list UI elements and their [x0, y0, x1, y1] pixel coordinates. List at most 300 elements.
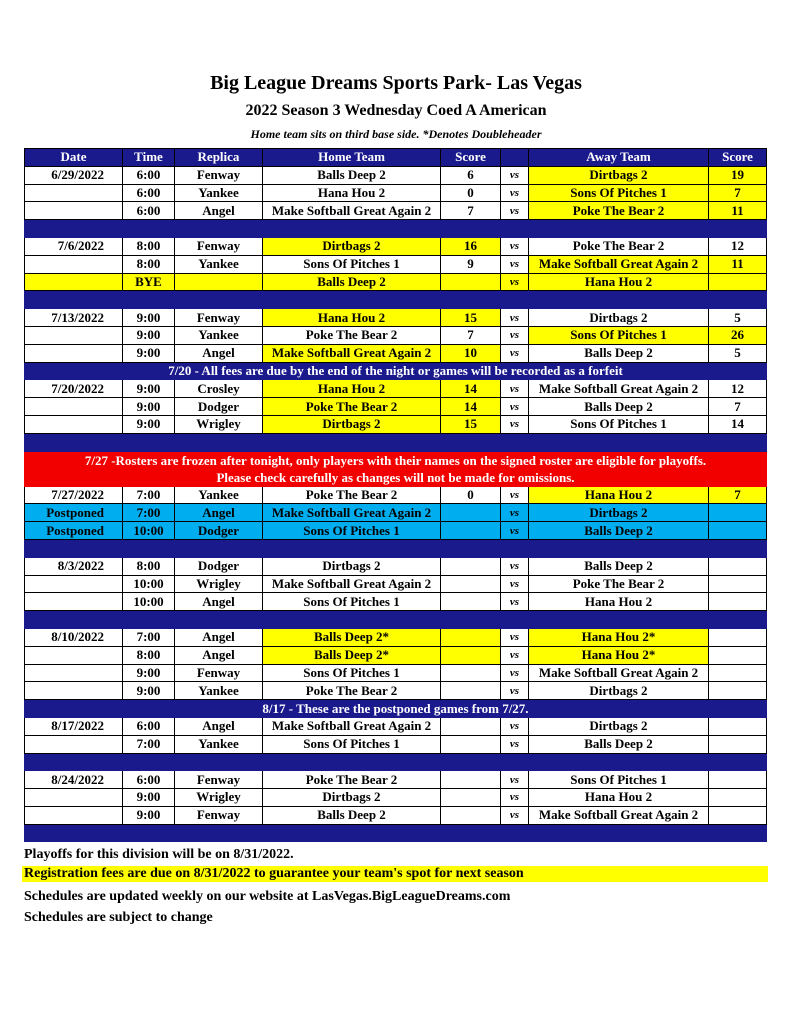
- field-cell: Fenway: [175, 237, 263, 255]
- home-score-cell: [441, 682, 501, 700]
- date-cell: [25, 255, 123, 273]
- date-cell: [25, 344, 123, 362]
- vs-cell: vs: [501, 735, 529, 753]
- game-row: [25, 309, 767, 327]
- field-cell: Angel: [175, 628, 263, 646]
- home-team-cell: Dirtbags 2: [263, 415, 441, 433]
- home-team-cell: Poke The Bear 2: [263, 398, 441, 416]
- date-cell: [25, 398, 123, 416]
- header-replica: Replica: [175, 149, 263, 167]
- away-score-cell: [709, 806, 767, 824]
- home-team-cell: Sons Of Pitches 1: [263, 735, 441, 753]
- game-row: [25, 717, 767, 735]
- field-cell: Wrigley: [175, 789, 263, 807]
- home-team-cell: Poke The Bear 2: [263, 486, 441, 504]
- game-row: [25, 735, 767, 753]
- vs-cell: vs: [501, 522, 529, 540]
- home-score-cell: [441, 628, 501, 646]
- separator-cell: [123, 291, 175, 309]
- home-team-cell: Balls Deep 2: [263, 273, 441, 291]
- vs-cell: vs: [501, 237, 529, 255]
- home-team-cell: Make Softball Great Again 2: [263, 575, 441, 593]
- field-cell: Fenway: [175, 309, 263, 327]
- home-score-cell: 14: [441, 380, 501, 398]
- separator-cell: [709, 753, 767, 771]
- vs-cell: vs: [501, 717, 529, 735]
- notice-text-line2: Please check carefully as changes will not be made for omissions.: [216, 469, 575, 485]
- separator-cell: [441, 539, 501, 557]
- away-score-cell: 7: [709, 184, 767, 202]
- home-score-cell: 0: [441, 184, 501, 202]
- separator-cell: [263, 220, 441, 238]
- date-cell: [25, 326, 123, 344]
- vs-cell: vs: [501, 664, 529, 682]
- playoffs-note: Playoffs for this division will be on 8/31/2022.: [24, 847, 294, 862]
- home-team-cell: Dirtbags 2: [263, 789, 441, 807]
- date-cell: 7/13/2022: [25, 309, 123, 327]
- game-row: [25, 628, 767, 646]
- game-row: [25, 326, 767, 344]
- away-team-cell: Sons Of Pitches 1: [529, 326, 709, 344]
- separator-cell: [441, 291, 501, 309]
- away-score-cell: [709, 735, 767, 753]
- home-score-cell: 0: [441, 486, 501, 504]
- game-row: [25, 575, 767, 593]
- home-team-cell: Sons Of Pitches 1: [263, 593, 441, 611]
- time-cell: 6:00: [123, 771, 175, 789]
- separator-cell: [175, 611, 263, 629]
- home-team-cell: Make Softball Great Again 2: [263, 717, 441, 735]
- time-cell: 7:00: [123, 735, 175, 753]
- separator-cell: [501, 824, 529, 842]
- home-score-cell: [441, 646, 501, 664]
- home-score-cell: 9: [441, 255, 501, 273]
- separator-cell: [709, 539, 767, 557]
- separator-cell: [25, 611, 123, 629]
- away-team-cell: Hana Hou 2: [529, 789, 709, 807]
- separator-cell: [501, 433, 529, 451]
- game-row: [25, 237, 767, 255]
- home-team-cell: Balls Deep 2: [263, 166, 441, 184]
- schedule-table: [24, 148, 767, 842]
- separator-row: [25, 291, 767, 309]
- away-team-cell: Make Softball Great Again 2: [529, 664, 709, 682]
- date-cell: [25, 735, 123, 753]
- separator-cell: [529, 753, 709, 771]
- away-team-cell: Dirtbags 2: [529, 309, 709, 327]
- vs-cell: vs: [501, 415, 529, 433]
- field-cell: Yankee: [175, 184, 263, 202]
- vs-cell: vs: [501, 273, 529, 291]
- separator-cell: [501, 220, 529, 238]
- date-cell: [25, 593, 123, 611]
- away-team-cell: Dirtbags 2: [529, 504, 709, 522]
- away-score-cell: 11: [709, 255, 767, 273]
- separator-cell: [175, 539, 263, 557]
- away-score-cell: [709, 557, 767, 575]
- separator-cell: [441, 433, 501, 451]
- away-team-cell: Balls Deep 2: [529, 522, 709, 540]
- vs-cell: vs: [501, 646, 529, 664]
- away-score-cell: 12: [709, 380, 767, 398]
- vs-cell: vs: [501, 593, 529, 611]
- away-team-cell: Make Softball Great Again 2: [529, 806, 709, 824]
- home-score-cell: [441, 771, 501, 789]
- notice-cell: [25, 451, 767, 486]
- vs-cell: vs: [501, 682, 529, 700]
- game-row: [25, 202, 767, 220]
- field-cell: Yankee: [175, 682, 263, 700]
- separator-cell: [441, 611, 501, 629]
- schedule-note: Home team sits on third base side. *Denotes Doubleheader: [250, 127, 542, 141]
- away-team-cell: Make Softball Great Again 2: [529, 255, 709, 273]
- field-cell: [175, 273, 263, 291]
- separator-cell: [123, 539, 175, 557]
- home-score-cell: 16: [441, 237, 501, 255]
- field-cell: Yankee: [175, 735, 263, 753]
- separator-cell: [501, 753, 529, 771]
- home-team-cell: Hana Hou 2: [263, 184, 441, 202]
- separator-cell: [263, 539, 441, 557]
- away-team-cell: Sons Of Pitches 1: [529, 771, 709, 789]
- away-team-cell: Balls Deep 2: [529, 398, 709, 416]
- time-cell: 6:00: [123, 717, 175, 735]
- away-score-cell: 5: [709, 309, 767, 327]
- home-score-cell: [441, 273, 501, 291]
- vs-cell: vs: [501, 344, 529, 362]
- separator-cell: [25, 824, 123, 842]
- separator-cell: [175, 753, 263, 771]
- time-cell: 7:00: [123, 486, 175, 504]
- postponed-game-row: [25, 522, 767, 540]
- home-team-cell: Dirtbags 2: [263, 237, 441, 255]
- separator-cell: [175, 220, 263, 238]
- home-team-cell: Balls Deep 2*: [263, 628, 441, 646]
- date-cell: [25, 184, 123, 202]
- field-cell: Angel: [175, 504, 263, 522]
- away-score-cell: 5: [709, 344, 767, 362]
- time-cell: 8:00: [123, 646, 175, 664]
- home-score-cell: [441, 593, 501, 611]
- vs-cell: vs: [501, 398, 529, 416]
- away-score-cell: [709, 273, 767, 291]
- separator-cell: [501, 611, 529, 629]
- away-score-cell: [709, 664, 767, 682]
- game-row: [25, 344, 767, 362]
- game-row: [25, 593, 767, 611]
- date-cell: 7/6/2022: [25, 237, 123, 255]
- away-team-cell: Hana Hou 2: [529, 486, 709, 504]
- time-cell: 7:00: [123, 504, 175, 522]
- field-cell: Fenway: [175, 771, 263, 789]
- field-cell: Dodger: [175, 522, 263, 540]
- vs-cell: vs: [501, 806, 529, 824]
- time-cell: 10:00: [123, 575, 175, 593]
- home-score-cell: [441, 522, 501, 540]
- home-score-cell: 7: [441, 326, 501, 344]
- away-team-cell: Sons Of Pitches 1: [529, 184, 709, 202]
- home-score-cell: [441, 575, 501, 593]
- vs-cell: vs: [501, 255, 529, 273]
- vs-cell: vs: [501, 326, 529, 344]
- field-cell: Fenway: [175, 806, 263, 824]
- game-row: [25, 415, 767, 433]
- field-cell: Dodger: [175, 398, 263, 416]
- away-score-cell: 12: [709, 237, 767, 255]
- home-team-cell: Make Softball Great Again 2: [263, 344, 441, 362]
- home-score-cell: 6: [441, 166, 501, 184]
- field-cell: Yankee: [175, 326, 263, 344]
- field-cell: Fenway: [175, 664, 263, 682]
- vs-cell: vs: [501, 504, 529, 522]
- time-cell: 9:00: [123, 682, 175, 700]
- separator-cell: [175, 291, 263, 309]
- header-vs: [501, 149, 529, 167]
- home-score-cell: [441, 557, 501, 575]
- game-row: [25, 806, 767, 824]
- home-team-cell: Hana Hou 2: [263, 309, 441, 327]
- vs-cell: vs: [501, 789, 529, 807]
- header-date: Date: [25, 149, 123, 167]
- separator-cell: [501, 291, 529, 309]
- separator-cell: [529, 539, 709, 557]
- home-team-cell: Balls Deep 2*: [263, 646, 441, 664]
- date-cell: 7/20/2022: [25, 380, 123, 398]
- date-cell: [25, 273, 123, 291]
- separator-cell: [263, 753, 441, 771]
- separator-row: [25, 753, 767, 771]
- field-cell: Crosley: [175, 380, 263, 398]
- away-score-cell: 11: [709, 202, 767, 220]
- away-score-cell: [709, 522, 767, 540]
- date-cell: 8/24/2022: [25, 771, 123, 789]
- home-score-cell: [441, 806, 501, 824]
- time-cell: 7:00: [123, 628, 175, 646]
- vs-cell: vs: [501, 166, 529, 184]
- home-score-cell: 15: [441, 309, 501, 327]
- time-cell: 9:00: [123, 309, 175, 327]
- field-cell: Dodger: [175, 557, 263, 575]
- notice-text: 8/17 - These are the postponed games from 7/27.: [262, 700, 529, 716]
- game-row: [25, 255, 767, 273]
- away-team-cell: Dirtbags 2: [529, 682, 709, 700]
- game-row: [25, 646, 767, 664]
- date-cell: [25, 575, 123, 593]
- separator-cell: [529, 220, 709, 238]
- field-cell: Wrigley: [175, 575, 263, 593]
- vs-cell: vs: [501, 486, 529, 504]
- separator-cell: [529, 433, 709, 451]
- time-cell: 8:00: [123, 255, 175, 273]
- away-team-cell: Hana Hou 2: [529, 273, 709, 291]
- vs-cell: vs: [501, 202, 529, 220]
- separator-cell: [25, 291, 123, 309]
- notice-row: [25, 700, 767, 718]
- date-cell: [25, 806, 123, 824]
- away-score-cell: 7: [709, 486, 767, 504]
- away-score-cell: [709, 771, 767, 789]
- game-row: [25, 771, 767, 789]
- separator-cell: [263, 433, 441, 451]
- home-score-cell: [441, 664, 501, 682]
- field-cell: Yankee: [175, 255, 263, 273]
- date-cell: [25, 664, 123, 682]
- date-cell: 8/17/2022: [25, 717, 123, 735]
- away-score-cell: [709, 646, 767, 664]
- away-team-cell: Poke The Bear 2: [529, 202, 709, 220]
- time-cell: BYE: [123, 273, 175, 291]
- game-row: [25, 682, 767, 700]
- separator-cell: [123, 824, 175, 842]
- separator-cell: [709, 433, 767, 451]
- time-cell: 6:00: [123, 184, 175, 202]
- date-cell: Postponed: [25, 504, 123, 522]
- separator-row: [25, 824, 767, 842]
- away-team-cell: Hana Hou 2*: [529, 646, 709, 664]
- game-row: [25, 398, 767, 416]
- time-cell: 9:00: [123, 344, 175, 362]
- field-cell: Angel: [175, 344, 263, 362]
- home-team-cell: Hana Hou 2: [263, 380, 441, 398]
- away-score-cell: [709, 575, 767, 593]
- away-team-cell: Balls Deep 2: [529, 735, 709, 753]
- away-score-cell: [709, 789, 767, 807]
- vs-cell: vs: [501, 557, 529, 575]
- separator-cell: [441, 753, 501, 771]
- time-cell: 8:00: [123, 237, 175, 255]
- separator-cell: [709, 291, 767, 309]
- away-score-cell: [709, 682, 767, 700]
- separator-cell: [529, 291, 709, 309]
- home-team-cell: Sons Of Pitches 1: [263, 522, 441, 540]
- away-score-cell: [709, 717, 767, 735]
- separator-cell: [709, 220, 767, 238]
- away-team-cell: Balls Deep 2: [529, 557, 709, 575]
- home-team-cell: Poke The Bear 2: [263, 771, 441, 789]
- away-team-cell: Dirtbags 2: [529, 166, 709, 184]
- home-score-cell: 7: [441, 202, 501, 220]
- separator-cell: [709, 611, 767, 629]
- date-cell: 8/3/2022: [25, 557, 123, 575]
- home-score-cell: [441, 789, 501, 807]
- date-cell: 7/27/2022: [25, 486, 123, 504]
- separator-cell: [441, 220, 501, 238]
- notice-row: [25, 451, 767, 486]
- away-score-cell: 19: [709, 166, 767, 184]
- away-score-cell: 7: [709, 398, 767, 416]
- date-cell: [25, 789, 123, 807]
- separator-cell: [25, 220, 123, 238]
- postponed-game-row: [25, 504, 767, 522]
- time-cell: 9:00: [123, 380, 175, 398]
- home-score-cell: 10: [441, 344, 501, 362]
- vs-cell: vs: [501, 380, 529, 398]
- home-score-cell: 15: [441, 415, 501, 433]
- game-row: [25, 789, 767, 807]
- away-team-cell: Poke The Bear 2: [529, 237, 709, 255]
- date-cell: Postponed: [25, 522, 123, 540]
- header-home-score: Score: [441, 149, 501, 167]
- page-title: Big League Dreams Sports Park- Las Vegas: [210, 72, 582, 94]
- field-cell: Angel: [175, 646, 263, 664]
- date-cell: 8/10/2022: [25, 628, 123, 646]
- vs-cell: vs: [501, 184, 529, 202]
- header-time: Time: [123, 149, 175, 167]
- separator-cell: [123, 753, 175, 771]
- notice-row: [25, 362, 767, 380]
- separator-cell: [25, 753, 123, 771]
- home-score-cell: [441, 735, 501, 753]
- game-row: [25, 486, 767, 504]
- date-cell: [25, 646, 123, 664]
- field-cell: Angel: [175, 593, 263, 611]
- date-cell: 6/29/2022: [25, 166, 123, 184]
- separator-cell: [263, 824, 441, 842]
- time-cell: 9:00: [123, 415, 175, 433]
- separator-cell: [501, 539, 529, 557]
- away-team-cell: Hana Hou 2: [529, 593, 709, 611]
- separator-cell: [175, 433, 263, 451]
- separator-cell: [123, 433, 175, 451]
- game-row: [25, 664, 767, 682]
- website-note: Schedules are updated weekly on our website at LasVegas.BigLeagueDreams.com: [24, 889, 511, 904]
- field-cell: Angel: [175, 717, 263, 735]
- header-away-score: Score: [709, 149, 767, 167]
- home-team-cell: Poke The Bear 2: [263, 326, 441, 344]
- time-cell: 6:00: [123, 166, 175, 184]
- field-cell: Angel: [175, 202, 263, 220]
- game-row: [25, 166, 767, 184]
- game-row: [25, 557, 767, 575]
- notice-cell: [25, 362, 767, 380]
- field-cell: Wrigley: [175, 415, 263, 433]
- time-cell: 9:00: [123, 664, 175, 682]
- vs-cell: vs: [501, 628, 529, 646]
- separator-row: [25, 611, 767, 629]
- date-cell: [25, 202, 123, 220]
- away-score-cell: 14: [709, 415, 767, 433]
- separator-cell: [25, 539, 123, 557]
- separator-cell: [529, 611, 709, 629]
- time-cell: 10:00: [123, 522, 175, 540]
- separator-cell: [123, 220, 175, 238]
- away-team-cell: Poke The Bear 2: [529, 575, 709, 593]
- game-row: [25, 380, 767, 398]
- separator-row: [25, 539, 767, 557]
- separator-cell: [709, 824, 767, 842]
- away-team-cell: Sons Of Pitches 1: [529, 415, 709, 433]
- time-cell: 6:00: [123, 202, 175, 220]
- registration-note: Registration fees are due on 8/31/2022 to guarantee your team's spot for next season: [22, 866, 768, 882]
- away-score-cell: [709, 593, 767, 611]
- game-row: [25, 184, 767, 202]
- separator-row: [25, 433, 767, 451]
- time-cell: 9:00: [123, 326, 175, 344]
- home-team-cell: Dirtbags 2: [263, 557, 441, 575]
- away-score-cell: [709, 504, 767, 522]
- away-team-cell: Make Softball Great Again 2: [529, 380, 709, 398]
- home-team-cell: Sons Of Pitches 1: [263, 664, 441, 682]
- away-team-cell: Balls Deep 2: [529, 344, 709, 362]
- time-cell: 10:00: [123, 593, 175, 611]
- time-cell: 9:00: [123, 806, 175, 824]
- separator-row: [25, 220, 767, 238]
- home-team-cell: Balls Deep 2: [263, 806, 441, 824]
- away-team-cell: Dirtbags 2: [529, 717, 709, 735]
- home-team-cell: Poke The Bear 2: [263, 682, 441, 700]
- home-team-cell: Make Softball Great Again 2: [263, 504, 441, 522]
- home-team-cell: Sons Of Pitches 1: [263, 255, 441, 273]
